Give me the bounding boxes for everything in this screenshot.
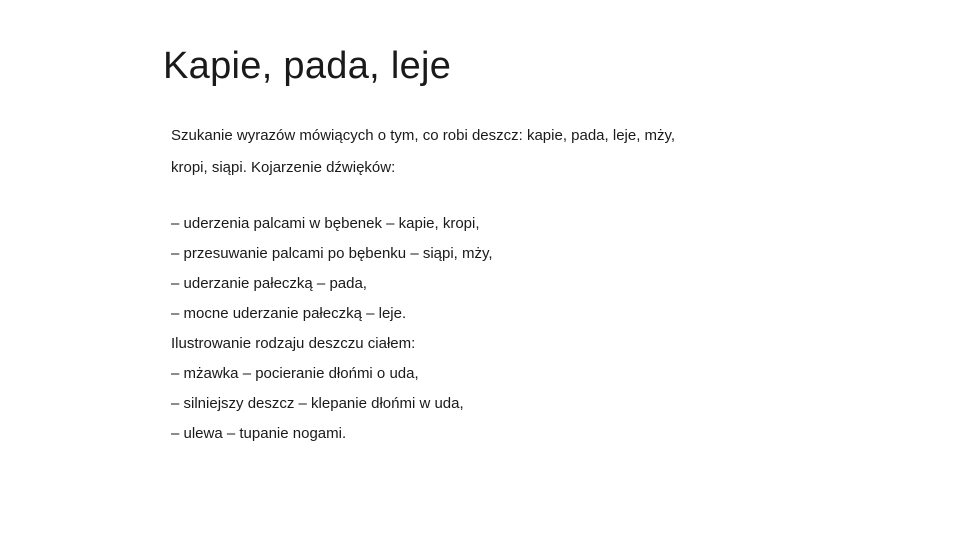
body-line: – uderzenia palcami w bębenek – kapie, kropi, [171,215,480,232]
body-line: – ulewa – tupanie nogami. [171,425,347,442]
body-line: – mżawka – pocieranie dłońmi o uda, [171,365,419,382]
body-line: – przesuwanie palcami po bębenku – siąpi, mży, [171,245,493,262]
slide-title: Kapie, pada, leje [163,45,452,87]
body-line: Szukanie wyrazów mówiących o tym, co robi deszcz: kapie, pada, leje, mży, [171,127,676,144]
body-line: – silniejszy deszcz – klepanie dłońmi w uda, [171,395,464,412]
body-line: kropi, siąpi. Kojarzenie dźwięków: [171,159,396,176]
body-line: – mocne uderzanie pałeczką – leje. [171,305,407,322]
body-line: – uderzanie pałeczką – pada, [171,275,367,292]
body-line: Ilustrowanie rodzaju deszczu ciałem: [171,335,416,352]
